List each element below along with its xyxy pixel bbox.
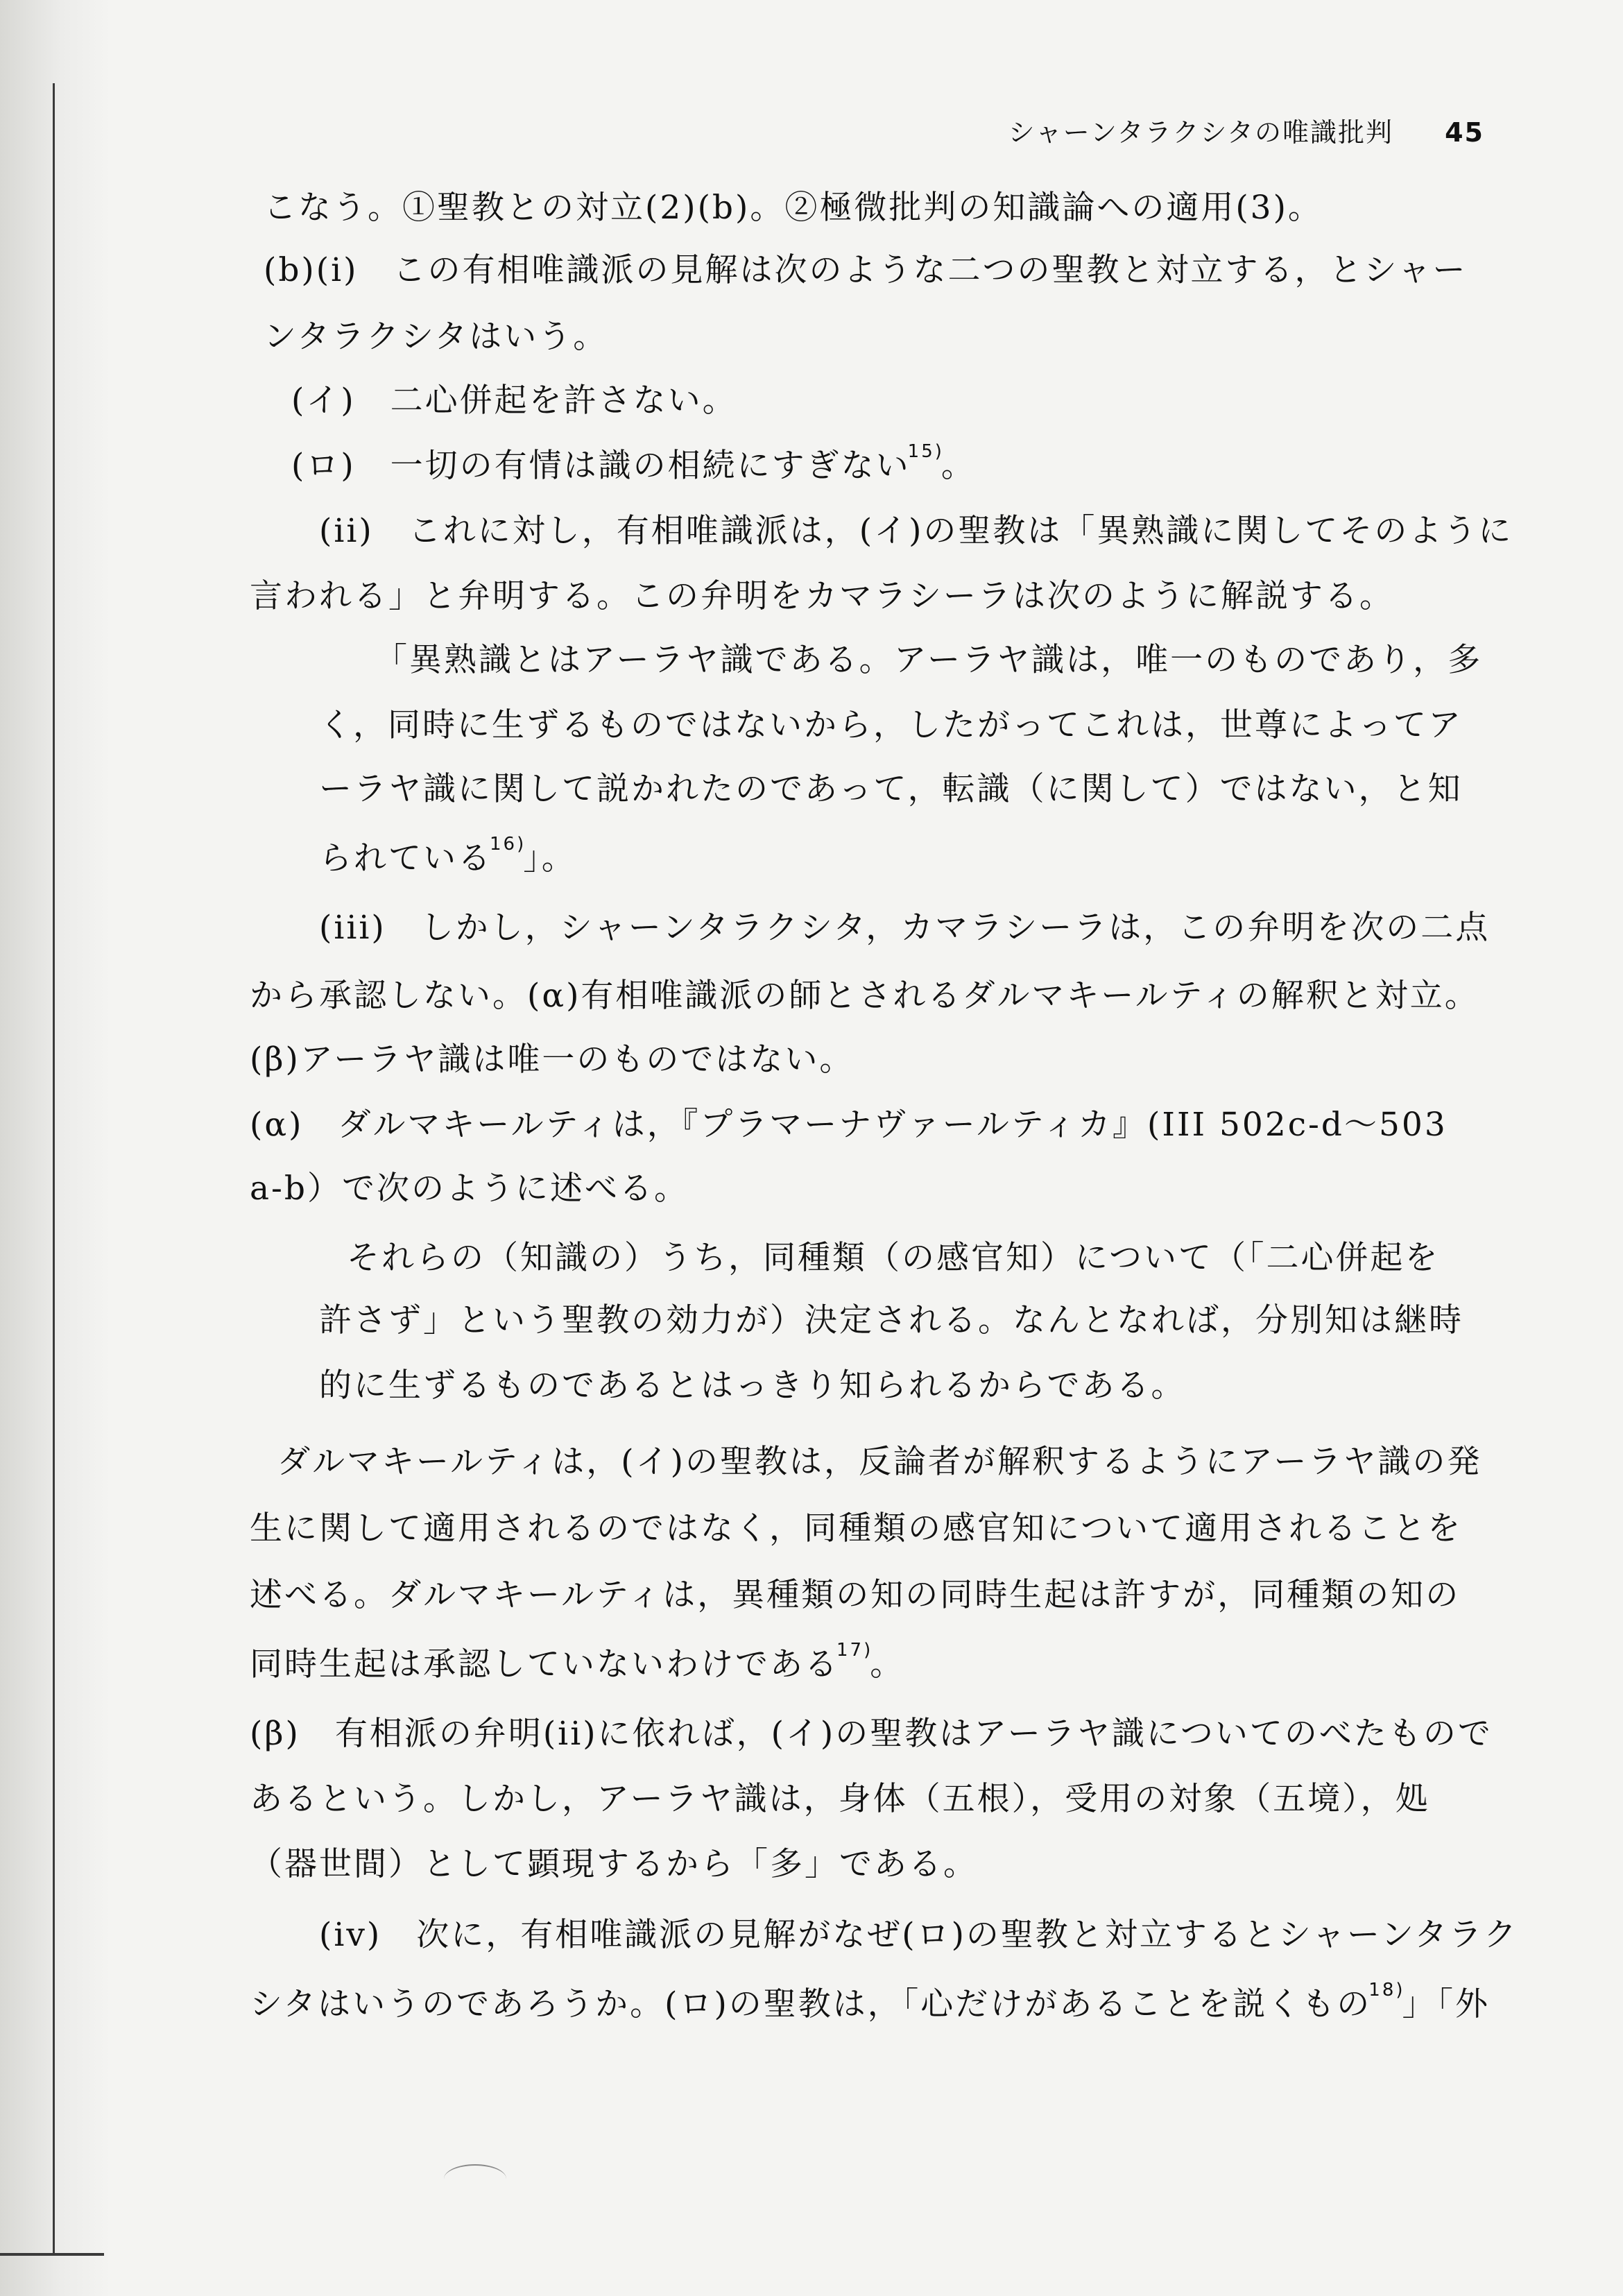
line-text-tail: 。 — [870, 1645, 905, 1684]
text-line — [319, 1909, 1518, 1955]
text-line — [250, 1569, 1460, 1616]
text-line — [264, 244, 1468, 291]
text-line — [319, 902, 1490, 948]
line-text: (iii) しかし，シャーンタラクシタ，カマラシーラは，この弁明を次の二点 — [319, 909, 1491, 947]
line-text: (ii) これに対し，有相唯識派は，(イ)の聖教は「異熟識に関してそのように — [319, 512, 1513, 550]
line-text: (b)(i) この有相唯識派の見解は次のような二つの聖教と対立する，とシャー — [264, 251, 1468, 289]
text-line — [250, 970, 1479, 1016]
line-text: 的に生ずるものであるとはっきり知られるからである。 — [319, 1367, 1186, 1405]
text-line — [250, 1838, 978, 1885]
line-text: (β)アーラヤ識は唯一のものではない。 — [250, 1040, 855, 1079]
text-line — [291, 440, 976, 486]
line-text-tail: 」。 — [523, 839, 576, 877]
text-line — [250, 1708, 1493, 1754]
running-title: シャーンタラクシタの唯識批判 — [1008, 117, 1394, 148]
text-line — [250, 1034, 854, 1080]
line-text: 述べる。ダルマキールティは，異種類の知の同時生起は許すが，同種類の知の — [250, 1576, 1461, 1614]
line-text: 言われる」と弁明する。この弁明をカマラシーラは次のように解説する。 — [250, 577, 1394, 615]
line-text-tail: 。 — [941, 447, 976, 485]
line-text: (iv) 次に，有相唯識派の見解がなぜ(ロ)の聖教と対立するとシャーンタラク — [319, 1916, 1519, 1954]
footnote-marker: 18) — [1368, 1980, 1405, 2001]
line-text: ダルマキールティは，(イ)の聖教は，反論者が解釈するようにアーラヤ識の発 — [277, 1443, 1482, 1481]
text-line — [250, 1638, 904, 1685]
line-text: く，同時に生ずるものではないから，したがってこれは，世尊によってア — [319, 706, 1463, 744]
text-line — [250, 1978, 1490, 2025]
book-spine-shadow — [0, 0, 111, 2296]
text-line — [291, 375, 737, 421]
line-text: ーラヤ識に関して説かれたのであって，転識（に関して）ではない，と知 — [319, 770, 1463, 808]
line-text-tail: 」「外 — [1402, 1985, 1491, 2023]
line-text: それらの（知識の）うち，同種類（の感官知）について（「二心併起を — [347, 1239, 1440, 1277]
text-line — [250, 1099, 1448, 1145]
footnote-marker: 16) — [490, 834, 526, 855]
binding-base-line — [0, 2253, 104, 2256]
text-line — [319, 763, 1463, 809]
line-text: (α) ダルマキールティは，『プラマーナヴァールティカ』(III 502c-d～503 — [250, 1106, 1448, 1144]
line-text: こなう。①聖教との対立(2)(b)。②極微批判の知識論への適用(3)。 — [264, 189, 1323, 227]
text-line — [250, 1502, 1462, 1549]
scan-smudge — [444, 2164, 506, 2193]
line-text: (ロ) 一切の有情は識の相続にすぎない — [291, 447, 911, 485]
line-text: られている — [319, 839, 492, 877]
binding-line — [53, 83, 55, 2254]
text-line — [375, 634, 1482, 680]
line-text: （器世間）として顕現するから「多」である。 — [250, 1845, 978, 1883]
line-text: (イ) 二心併起を許さない。 — [291, 382, 737, 420]
line-text: から承認しない。(α)有相唯識派の師とされるダルマキールティの解釈と対立。 — [250, 977, 1479, 1015]
line-text: 同時生起は承認していないわけである — [250, 1645, 839, 1684]
text-line — [347, 1232, 1440, 1278]
line-text: シタはいうのであろうか。(ロ)の聖教は，「心だけがあることを説くもの — [250, 1985, 1372, 2023]
line-text: a-b）で次のように述べる。 — [250, 1170, 689, 1208]
text-line — [319, 1294, 1463, 1341]
text-line — [250, 1773, 1430, 1819]
page-number: 45 — [1445, 117, 1484, 148]
line-text: 「異熟識とはアーラヤ識である。アーラヤ識は，唯一のものであり，多 — [375, 641, 1483, 679]
line-text: 生に関して適用されるのではなく，同種類の感官知について適用されることを — [250, 1509, 1463, 1548]
text-line — [250, 1163, 689, 1209]
text-line — [319, 1360, 1186, 1406]
line-text: 許さず」という聖教の効力が）決定される。なんとなれば，分別知は継時 — [319, 1301, 1463, 1339]
text-line — [319, 832, 576, 879]
footnote-marker: 15) — [907, 441, 944, 462]
line-text: あるという。しかし，アーラヤ識は，身体（五根），受用の対象（五境），処 — [250, 1780, 1430, 1818]
running-header — [1008, 111, 1484, 149]
text-line — [319, 505, 1513, 551]
text-line — [277, 1436, 1482, 1482]
footnote-marker: 17) — [836, 1640, 873, 1661]
line-text: (β) 有相派の弁明(ii)に依れば，(イ)の聖教はアーラヤ識についてのべたもので — [250, 1715, 1493, 1753]
text-line — [264, 182, 1323, 228]
line-text: ンタラクシタはいう。 — [264, 318, 608, 356]
text-line — [319, 699, 1463, 746]
text-line — [250, 570, 1394, 617]
text-line — [264, 311, 608, 357]
